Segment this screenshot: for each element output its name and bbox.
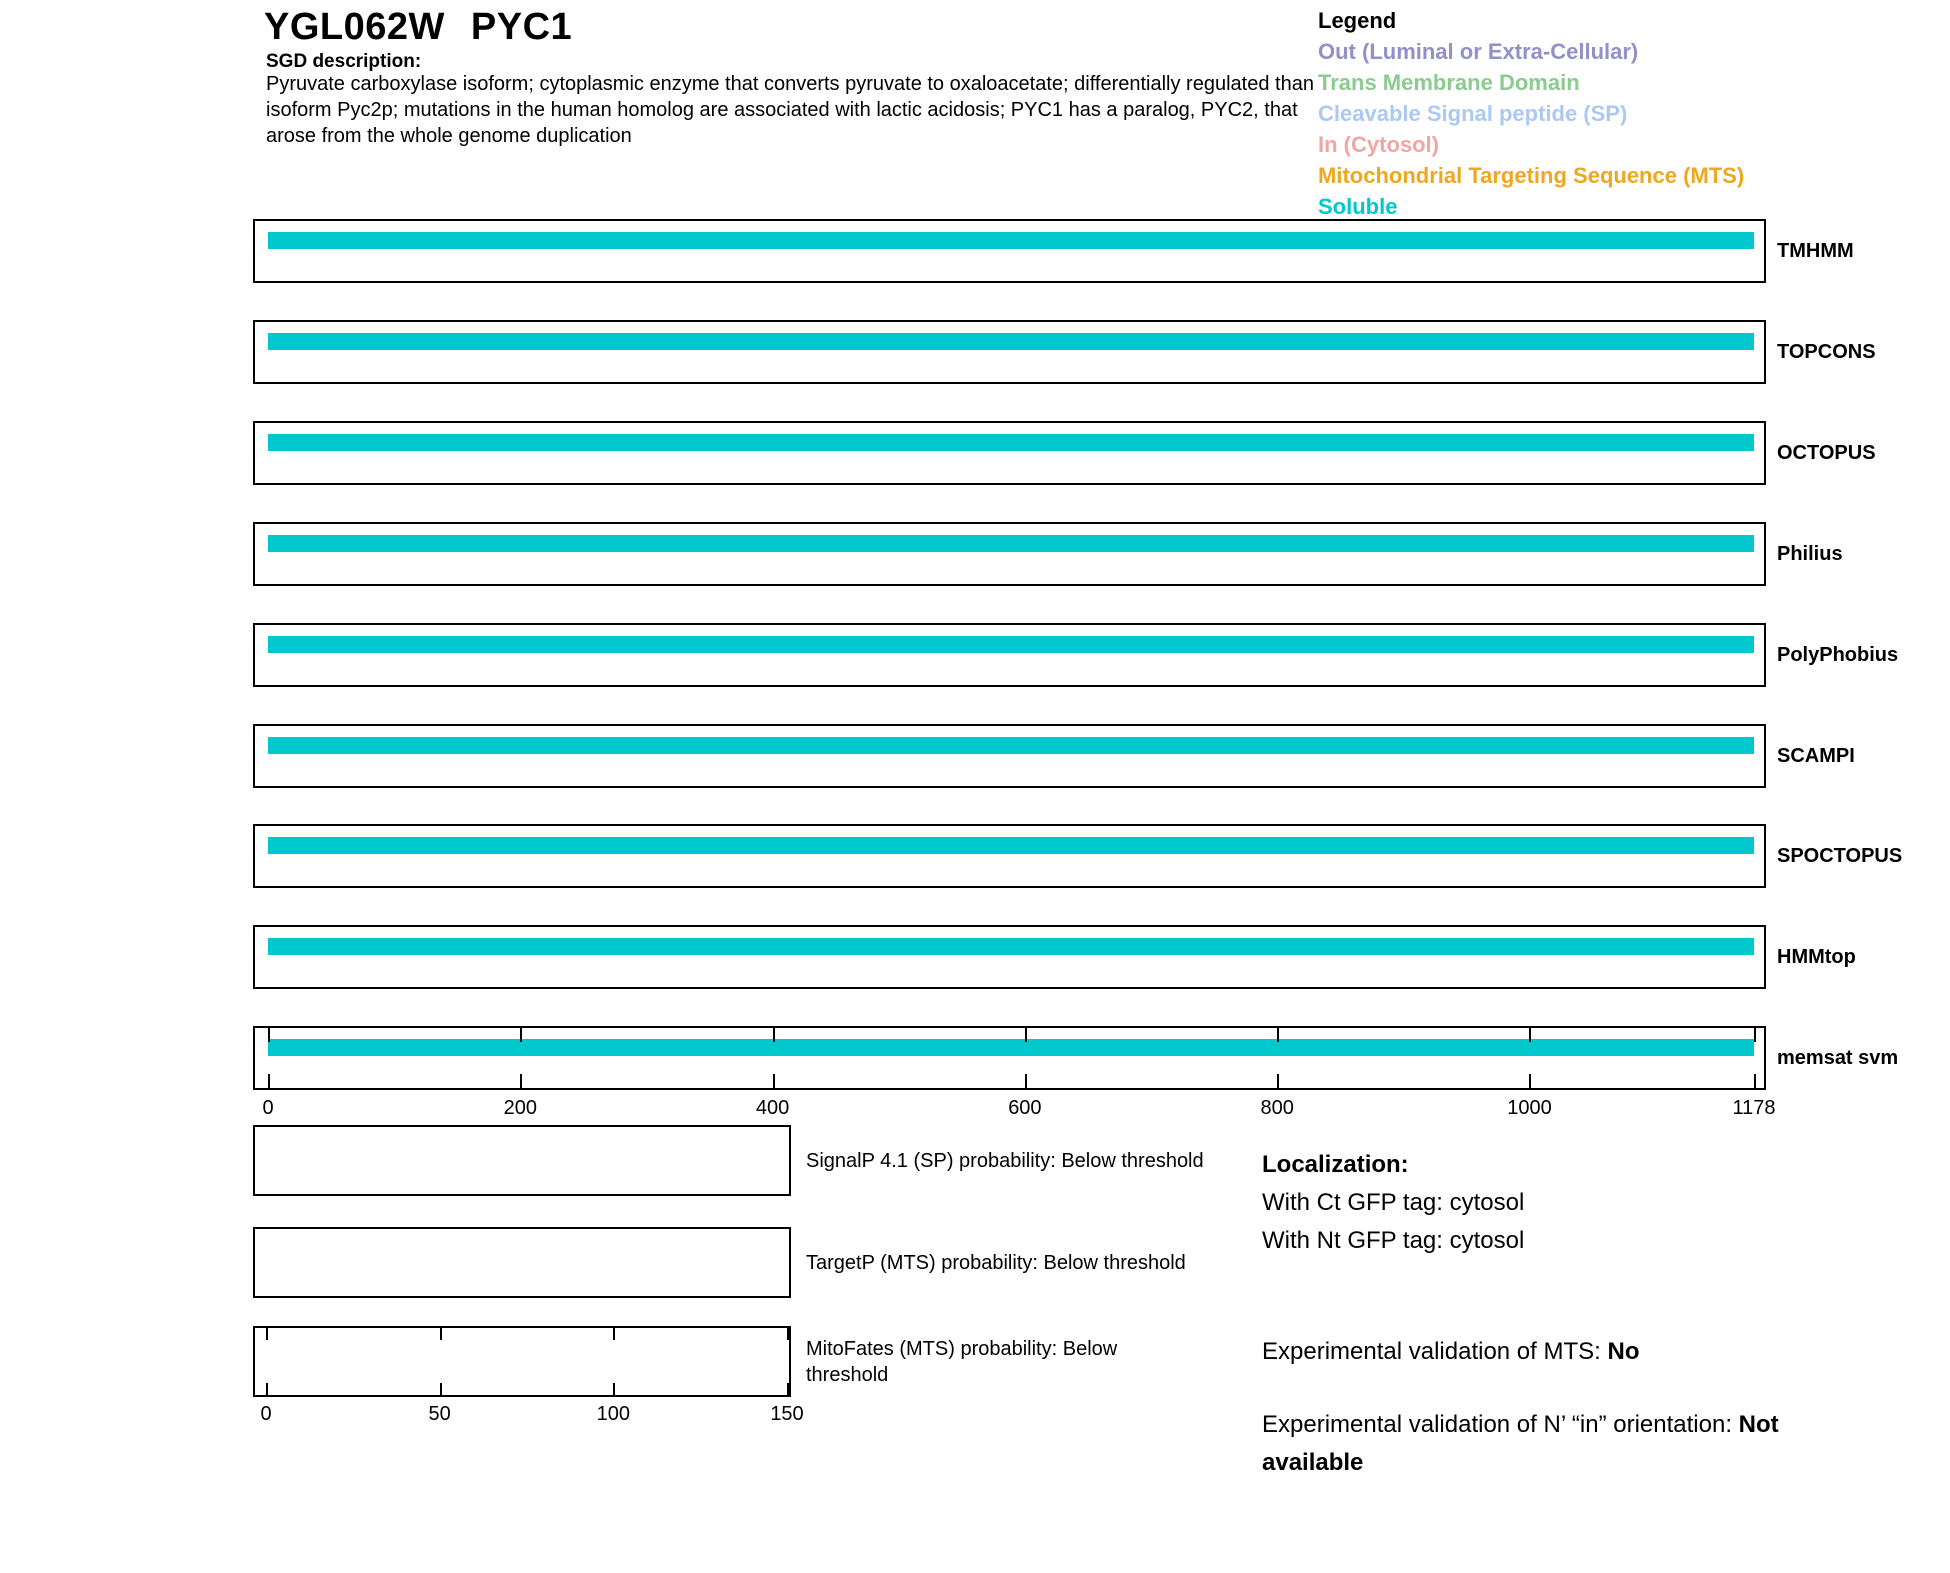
soluble-segment: [268, 737, 1754, 754]
soluble-segment: [268, 636, 1754, 653]
axis-tick-label: 50: [428, 1403, 451, 1425]
axis-tick: [268, 1028, 270, 1042]
axis-tick-label: 0: [262, 1097, 274, 1119]
axis-tick-label: 400: [755, 1097, 790, 1119]
soluble-segment: [268, 434, 1754, 451]
axis-tick: [1529, 1074, 1531, 1088]
nt-gfp-line: With Nt GFP tag: cytosol: [1262, 1227, 1525, 1254]
legend-item: Out (Luminal or Extra-Cellular): [1318, 39, 1639, 64]
track-row-tmhmm: [0, 219, 1950, 283]
axis-tick: [520, 1074, 522, 1088]
axis-tick: [266, 1328, 268, 1340]
track-label: TMHMM: [1777, 239, 1854, 262]
track-box: [253, 219, 1766, 283]
legend-item: Cleavable Signal peptide (SP): [1318, 101, 1628, 126]
soluble-segment: [268, 232, 1754, 249]
axis-tick-label: 1000: [1507, 1097, 1552, 1119]
axis-tick: [1529, 1028, 1531, 1042]
probability-plot-label: MitoFates (MTS) probability: Below threshold: [806, 1337, 1118, 1386]
legend-item: Soluble: [1318, 194, 1398, 219]
orf-name: YGL062W: [264, 6, 445, 48]
probability-plot-label: TargetP (MTS) probability: Below threshold: [806, 1251, 1186, 1274]
axis-tick: [266, 1383, 268, 1395]
mts-validation-value: No: [1607, 1338, 1640, 1365]
track-label: memsat svm: [1777, 1046, 1899, 1069]
legend-items: [1318, 36, 1744, 222]
localization-info: [1262, 1146, 1862, 1482]
axis-tick: [787, 1383, 789, 1395]
track-box: [253, 1026, 1766, 1090]
axis-tick-label: 150: [770, 1403, 804, 1425]
track-box: [253, 522, 1766, 586]
axis-tick: [1025, 1074, 1027, 1088]
track-box: [253, 623, 1766, 687]
track-row-philius: [0, 522, 1950, 586]
axis-tick-label: 100: [596, 1403, 631, 1425]
track-box: [253, 724, 1766, 788]
axis-tick-label: 200: [503, 1097, 537, 1119]
track-label: PolyPhobius: [1777, 643, 1899, 666]
axis-tick: [440, 1383, 442, 1395]
legend-title: Legend: [1318, 8, 1397, 33]
track-row-polyphobius: [0, 623, 1950, 687]
soluble-segment: [268, 333, 1754, 350]
soluble-segment: [268, 837, 1754, 854]
gene-name: PYC1: [470, 6, 573, 48]
axis-tick: [440, 1328, 442, 1340]
track-box: [253, 925, 1766, 989]
axis-tick-label: 600: [1008, 1097, 1042, 1119]
track-label: Philius: [1777, 542, 1843, 565]
orientation-validation-label: Experimental validation of N’ “in” orientation:: [1262, 1411, 1739, 1438]
axis-tick: [773, 1074, 775, 1088]
track-label: OCTOPUS: [1777, 441, 1876, 464]
track-label: TOPCONS: [1777, 340, 1876, 363]
track-row-memsat-svm: [0, 1026, 1950, 1090]
orientation-validation-value: Not available: [1262, 1411, 1779, 1476]
axis-tick: [613, 1328, 615, 1340]
mts-validation-line: [1262, 1333, 1862, 1371]
track-row-hmmtop: [0, 925, 1950, 989]
probability-plot-box: [253, 1125, 791, 1196]
track-label: HMMtop: [1777, 945, 1856, 968]
legend: [1318, 5, 1744, 222]
sgd-description-text: Pyruvate carboxylase isoform; cytoplasmic enzyme that converts pyruvate to oxaloacetate; differentially regulated than isoform Pyc2p; mutations in the human homolog are associated with lactic acidosis; PYC1 has a paralog, PYC2, that arose from the whole genome duplication: [266, 73, 1314, 147]
axis-tick: [613, 1383, 615, 1395]
sgd-description-heading: SGD description:: [266, 51, 422, 72]
ct-gfp-line: With Ct GFP tag: cytosol: [1262, 1189, 1525, 1216]
axis-tick: [520, 1028, 522, 1042]
axis-tick: [268, 1074, 270, 1088]
track-box: [253, 824, 1766, 888]
track-row-topcons: [0, 320, 1950, 384]
legend-item: In (Cytosol): [1318, 132, 1439, 157]
orientation-validation-line: [1262, 1406, 1862, 1482]
soluble-segment: [268, 535, 1754, 552]
localization-heading: Localization:: [1262, 1151, 1409, 1178]
track-row-scampi: [0, 724, 1950, 788]
axis-tick: [1277, 1074, 1279, 1088]
probability-plot-box: [253, 1326, 791, 1397]
soluble-segment: [268, 938, 1754, 955]
axis-tick: [1754, 1074, 1756, 1088]
mts-validation-label: Experimental validation of MTS:: [1262, 1338, 1608, 1365]
axis-tick-label: 0: [260, 1403, 272, 1425]
page-title: [264, 6, 572, 49]
track-row-octopus: [0, 421, 1950, 485]
axis-tick: [1754, 1028, 1756, 1042]
legend-item: Trans Membrane Domain: [1318, 70, 1580, 95]
axis-tick: [787, 1328, 789, 1340]
axis-tick-label: 1178: [1732, 1097, 1776, 1119]
axis-tick: [1025, 1028, 1027, 1042]
axis-tick-label: 800: [1260, 1097, 1294, 1119]
track-row-spoctopus: [0, 824, 1950, 888]
probability-plot-box: [253, 1227, 791, 1298]
track-box: [253, 421, 1766, 485]
track-label: SCAMPI: [1777, 744, 1855, 767]
track-box: [253, 320, 1766, 384]
track-label: SPOCTOPUS: [1777, 844, 1903, 867]
probability-plot-label: SignalP 4.1 (SP) probability: Below threshold: [806, 1149, 1204, 1172]
axis-tick: [1277, 1028, 1279, 1042]
axis-tick: [773, 1028, 775, 1042]
legend-item: Mitochondrial Targeting Sequence (MTS): [1318, 163, 1745, 188]
